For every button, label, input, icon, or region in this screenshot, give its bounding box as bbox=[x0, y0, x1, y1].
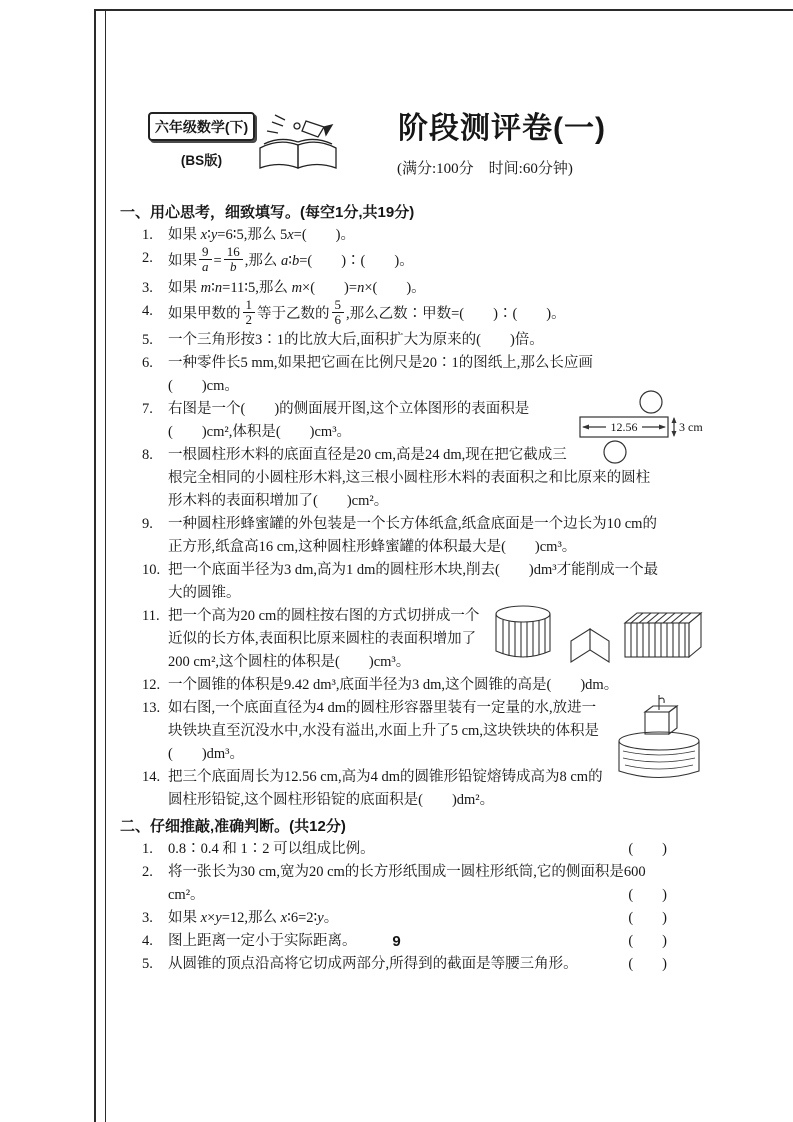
question-text bbox=[168, 910, 338, 926]
section1-heading: 一、用心思考，细致填写。(每空1分,共19分) bbox=[120, 204, 415, 221]
width-label: 12.56 bbox=[610, 420, 638, 435]
text-segment: =11∶5,那么 bbox=[222, 279, 292, 296]
question-number: 11. bbox=[142, 608, 160, 625]
text-segment: 。 bbox=[323, 910, 339, 927]
paper-body bbox=[120, 201, 703, 976]
math-variable: y bbox=[317, 910, 324, 927]
height-label: 3 cm bbox=[679, 420, 703, 435]
question-number: 2. bbox=[142, 864, 153, 881]
math-variable: y bbox=[210, 227, 218, 243]
text-segment: 右图是一个( )的侧面展开图,这个立体图形的表面积是( )cm²,体积是( )cm³。 bbox=[168, 401, 530, 441]
question-item bbox=[120, 907, 667, 930]
question-item bbox=[120, 838, 667, 861]
text-segment: 一种圆柱形蜂蜜罐的外包装是一个长方体纸盒,纸盒底面是一个边长为10 cm的正方形,纸盒高16 cm,这种圆柱形蜂蜜罐的体积最大是( )cm³。 bbox=[168, 516, 657, 556]
question-text bbox=[168, 864, 646, 903]
text-segment: 如果 bbox=[168, 279, 201, 296]
figure-cylinder-cut-into-prism bbox=[493, 603, 705, 665]
text-segment: ×( )= bbox=[302, 279, 358, 296]
question-number: 3. bbox=[142, 279, 153, 296]
text-segment: 等于乙数的 bbox=[257, 305, 330, 322]
question-number: 2. bbox=[142, 250, 153, 266]
text-segment: 把一个底面半径为3 dm,高为1 dm的圆柱形木块,削去( )dm³才能削成一个最大的圆锥。 bbox=[168, 562, 659, 602]
grade-label-box bbox=[148, 112, 255, 141]
text-segment: 把一个高为20 cm的圆柱按右图的方式切拼成一个近似的长方体,表面积比原来圆柱的表面积增加了200 cm²,这个圆柱的体积是( )cm³。 bbox=[168, 608, 480, 671]
question-number: 14. bbox=[142, 769, 161, 786]
text-segment: 一个三角形按3∶1的比放大后,面积扩大为原来的( )倍。 bbox=[168, 332, 544, 349]
text-segment: 如果 bbox=[168, 253, 197, 270]
text-segment: ×( )。 bbox=[364, 279, 426, 296]
text-segment: ,那么 bbox=[244, 253, 281, 270]
section1-questions bbox=[120, 224, 703, 812]
question-item bbox=[120, 861, 667, 907]
text-segment: 一种零件长5 mm,如果把它画在比例尺是20∶1的图纸上,那么长应画( )cm。 bbox=[168, 355, 593, 395]
text-segment: = bbox=[213, 253, 222, 270]
question-item bbox=[120, 766, 661, 812]
math-variable: a bbox=[280, 253, 289, 270]
question-number: 1. bbox=[142, 227, 153, 243]
question-item bbox=[120, 329, 661, 352]
text-segment: =( )。 bbox=[293, 227, 356, 243]
question-text bbox=[168, 516, 657, 555]
answer-blank: ( ) bbox=[628, 841, 667, 858]
score-time-info: (满分:100分 时间:60分钟) bbox=[397, 161, 573, 177]
answer-blank: ( ) bbox=[628, 933, 667, 950]
fraction: $\frac{16}{b}$ bbox=[224, 245, 243, 275]
fraction: $\frac{9}{a}$ bbox=[199, 245, 212, 275]
grade-label: 六年级数学(下) bbox=[154, 118, 249, 135]
question-number: 13. bbox=[142, 700, 161, 717]
question-number: 12. bbox=[142, 677, 161, 694]
text-segment: ∶ bbox=[207, 227, 211, 243]
text-segment: 一根圆柱形木料的底面直径是20 cm,高是24 dm,现在把它截成三根完全相同的小圆柱形木料,这三根小圆柱形木料的表面积之和比原来的圆柱形木料的表面积增加了( )cm²。 bbox=[168, 447, 651, 510]
question-item bbox=[120, 697, 661, 766]
text-segment: 一个圆锥的体积是9.42 dm³,底面半径为3 dm,这个圆锥的高是( )dm。 bbox=[168, 677, 619, 694]
text-segment: 将一张长为30 cm,宽为20 cm的长方形纸围成一圆柱形纸筒,它的侧面积是600 cm²。 bbox=[168, 864, 646, 904]
question-item bbox=[120, 277, 661, 300]
math-variable: x bbox=[287, 227, 294, 243]
question-number: 8. bbox=[142, 447, 153, 464]
question-text bbox=[168, 447, 650, 509]
question-number: 5. bbox=[142, 332, 153, 349]
text-segment: ∶ bbox=[288, 253, 292, 270]
question-item bbox=[120, 398, 703, 444]
question-number: 4. bbox=[142, 933, 153, 950]
math-variable: n bbox=[214, 279, 223, 296]
question-number: 4. bbox=[142, 302, 153, 319]
question-text bbox=[168, 769, 603, 808]
question-item bbox=[120, 444, 661, 513]
text-segment: =( )∶( )。 bbox=[299, 253, 414, 270]
scan-border-left-inner bbox=[105, 9, 106, 1122]
question-item bbox=[120, 244, 661, 277]
math-variable: x bbox=[200, 227, 208, 243]
math-variable: x bbox=[280, 910, 288, 927]
question-number: 7. bbox=[142, 401, 153, 418]
answer-blank: ( ) bbox=[628, 887, 667, 904]
answer-blank: ( ) bbox=[628, 956, 667, 973]
text-segment: =6∶5,那么 5 bbox=[217, 227, 288, 243]
text-segment: =12,那么 bbox=[221, 910, 281, 927]
scan-border-top bbox=[94, 9, 793, 11]
paper-title: 阶段测评卷(一) bbox=[398, 112, 606, 145]
math-variable: y bbox=[215, 910, 222, 927]
question-number: 1. bbox=[142, 841, 153, 858]
scan-border-left-outer bbox=[94, 9, 96, 1122]
section2-heading: 二、仔细推敲,准确判断。(共12分) bbox=[120, 818, 346, 836]
text-segment: ,那么乙数∶甲数=( )∶( )。 bbox=[346, 305, 566, 322]
question-item bbox=[120, 674, 661, 697]
fraction: $\frac{1}{2}$ bbox=[243, 298, 256, 328]
question-number: 6. bbox=[142, 355, 153, 372]
math-variable: m bbox=[291, 279, 303, 296]
question-number: 5. bbox=[142, 956, 153, 973]
text-segment: 如果 bbox=[168, 910, 201, 927]
question-text bbox=[168, 841, 375, 857]
question-text bbox=[168, 244, 414, 275]
answer-blank: ( ) bbox=[628, 910, 667, 927]
math-variable: x bbox=[200, 910, 208, 927]
math-variable: b bbox=[291, 253, 300, 270]
question-number: 9. bbox=[142, 516, 153, 533]
text-segment: 0.8∶0.4 和 1∶2 可以组成比例。 bbox=[168, 841, 375, 858]
question-number: 3. bbox=[142, 910, 153, 927]
text-segment: × bbox=[207, 910, 216, 927]
question-text bbox=[168, 280, 426, 296]
question-item bbox=[120, 559, 661, 605]
question-item bbox=[120, 605, 661, 674]
math-variable: m bbox=[200, 279, 212, 296]
book-pencil-illustration bbox=[252, 112, 346, 183]
question-text bbox=[168, 608, 479, 670]
question-item bbox=[120, 513, 661, 559]
question-text bbox=[168, 332, 544, 348]
question-text bbox=[168, 401, 529, 440]
section2-questions bbox=[120, 838, 667, 976]
text-segment: 如果 bbox=[168, 227, 201, 243]
question-text bbox=[168, 700, 599, 762]
fraction: $\frac{5}{6}$ bbox=[332, 298, 345, 328]
text-segment: 图上距离一定小于实际距离。 bbox=[168, 933, 357, 950]
page-number: 9 bbox=[392, 933, 401, 950]
question-text bbox=[168, 677, 618, 693]
edition-label: (BS版) bbox=[180, 153, 223, 168]
text-segment: 把三个底面周长为12.56 cm,高为4 dm的圆锥形铅锭熔铸成高为8 cm的圆柱形铅锭,这个圆柱形铅锭的底面积是( )dm²。 bbox=[168, 769, 603, 809]
question-text bbox=[168, 296, 566, 327]
text-segment: 如右图,一个底面直径为4 dm的圆柱形容器里装有一定量的水,放进一块铁块直至沉没水中,水没有溢出,水面上升了5 cm,这块铁块的体积是( )dm³。 bbox=[168, 700, 599, 763]
question-text bbox=[168, 355, 593, 394]
question-text bbox=[168, 227, 355, 243]
text-segment: 从圆锥的顶点沿高将它切成两部分,所得到的截面是等腰三角形。 bbox=[168, 956, 578, 973]
math-variable: n bbox=[357, 279, 365, 296]
question-number: 10. bbox=[142, 562, 161, 579]
question-text bbox=[168, 956, 578, 972]
text-segment: ∶6=2∶ bbox=[287, 910, 318, 927]
text-segment: ∶ bbox=[211, 279, 215, 296]
text-segment: 如果甲数的 bbox=[168, 305, 241, 322]
question-text bbox=[168, 562, 658, 601]
question-item bbox=[120, 296, 661, 330]
question-item bbox=[120, 953, 667, 976]
